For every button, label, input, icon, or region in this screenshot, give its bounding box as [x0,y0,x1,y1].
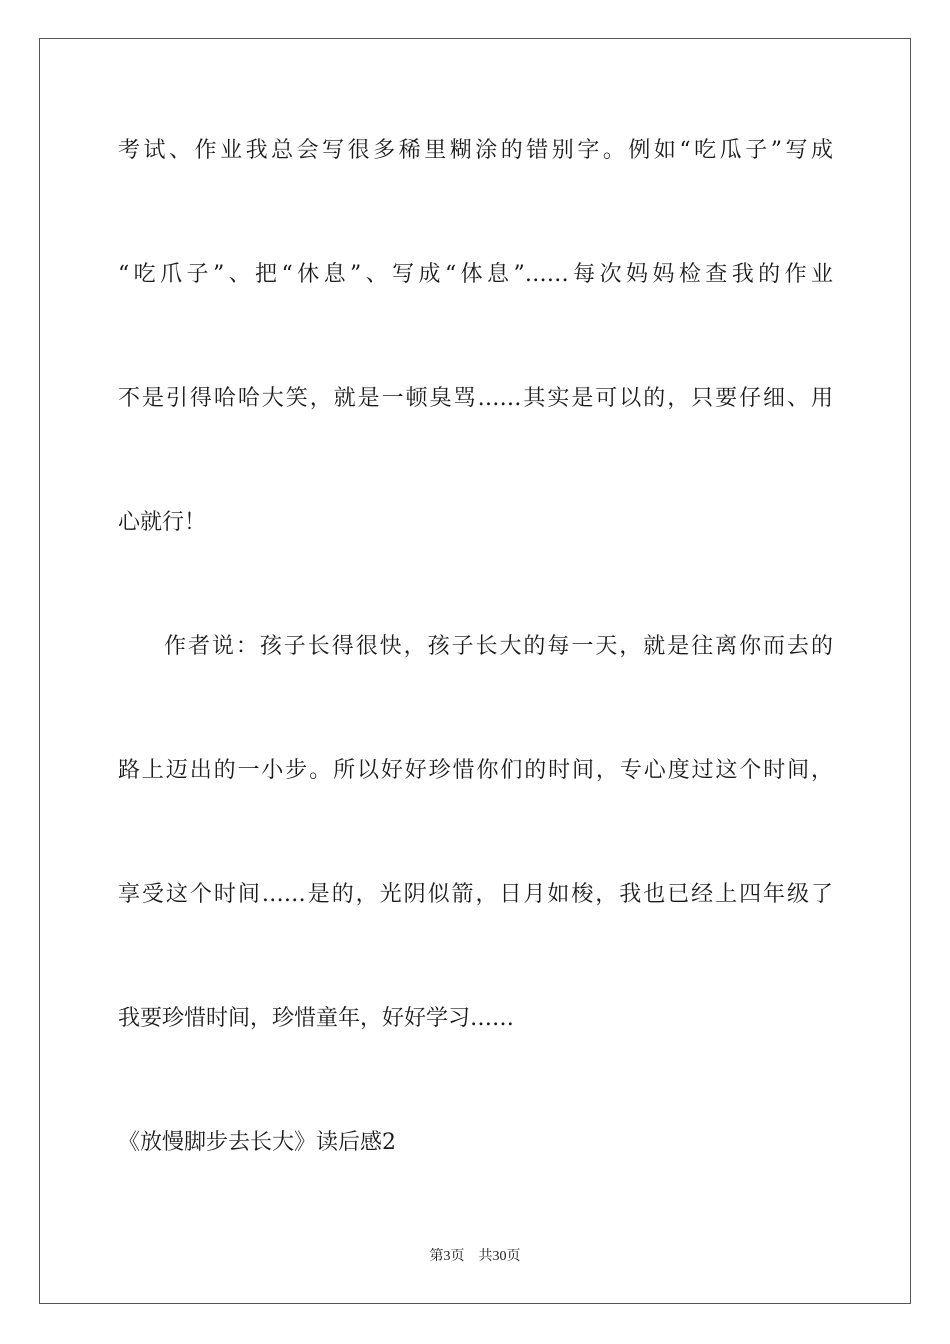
section-heading: 《放慢脚步去长大》读后感2 [118,1130,396,1155]
page-frame [39,38,911,1304]
body-line-8: 我要珍惜时间，珍惜童年，好好学习…… [118,1006,515,1031]
body-line-4: 心就行！ [118,510,207,535]
body-line-7: 享受这个时间……是的，光阴似箭，日月如梭，我也已经上四年级了 [118,882,833,907]
body-line-6: 路上迈出的一小步。所以好好珍惜你们的时间，专心度过这个时间， [118,758,833,783]
body-line-1: 考试、作业我总会写很多稀里糊涂的错别字。例如“吃瓜子”写成 [118,138,833,163]
page-total: 共30页 [478,1249,521,1264]
body-line-3: 不是引得哈哈大笑，就是一顿臭骂……其实是可以的，只要仔细、用 [118,386,833,411]
page-number: 第3页 [429,1249,465,1264]
body-line-2: “吃爪子”、把“休息”、写成“体息”……每次妈妈检查我的作业 [118,262,833,287]
body-line-5: 作者说：孩子长得很快，孩子长大的每一天，就是往离你而去的 [164,634,833,659]
page-footer [0,1246,950,1267]
